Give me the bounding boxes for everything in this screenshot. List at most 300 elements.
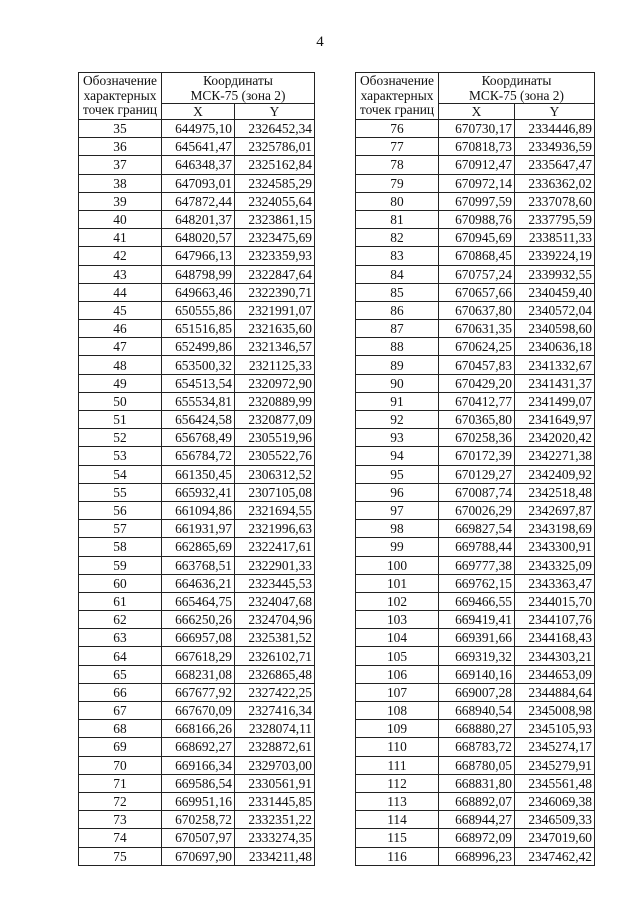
table-row	[356, 156, 595, 174]
y-coordinate-cell: 2324585,29	[235, 174, 315, 192]
y-coordinate-cell: 2334211,48	[235, 847, 315, 865]
point-id-cell: 97	[356, 501, 439, 519]
header-coordinates	[162, 73, 315, 104]
point-id-cell: 72	[79, 792, 162, 810]
x-coordinate-cell: 648020,57	[162, 229, 235, 247]
table-row	[356, 192, 595, 210]
x-coordinate-cell: 670429,20	[439, 374, 515, 392]
y-coordinate-cell: 2331445,85	[235, 792, 315, 810]
table-row	[356, 120, 595, 138]
x-coordinate-cell: 664636,21	[162, 574, 235, 592]
x-coordinate-cell: 667670,09	[162, 702, 235, 720]
y-coordinate-cell: 2341499,07	[515, 392, 595, 410]
y-coordinate-cell: 2327422,25	[235, 683, 315, 701]
y-coordinate-cell: 2334936,59	[515, 138, 595, 156]
table-row	[356, 629, 595, 647]
x-coordinate-cell: 668880,27	[439, 720, 515, 738]
x-coordinate-cell: 647872,44	[162, 192, 235, 210]
x-coordinate-cell: 670945,69	[439, 229, 515, 247]
table-row	[356, 702, 595, 720]
table-row	[79, 847, 315, 865]
y-coordinate-cell: 2324704,96	[235, 611, 315, 629]
x-coordinate-cell: 669466,55	[439, 592, 515, 610]
y-coordinate-cell: 2320972,90	[235, 374, 315, 392]
table-row	[356, 792, 595, 810]
table-row	[79, 556, 315, 574]
x-coordinate-cell: 653500,32	[162, 356, 235, 374]
x-coordinate-cell: 663768,51	[162, 556, 235, 574]
y-coordinate-cell: 2321694,55	[235, 501, 315, 519]
point-id-cell: 79	[356, 174, 439, 192]
y-coordinate-cell: 2342020,42	[515, 429, 595, 447]
x-coordinate-cell: 665932,41	[162, 483, 235, 501]
header-label-line: характерных	[83, 87, 157, 103]
table-row	[356, 283, 595, 301]
x-coordinate-cell: 669140,16	[439, 665, 515, 683]
x-coordinate-cell: 668166,26	[162, 720, 235, 738]
point-id-cell: 65	[79, 665, 162, 683]
point-id-cell: 98	[356, 520, 439, 538]
table-row	[79, 265, 315, 283]
x-coordinate-cell: 669166,34	[162, 756, 235, 774]
y-coordinate-cell: 2341332,67	[515, 356, 595, 374]
x-coordinate-cell: 656768,49	[162, 429, 235, 447]
x-coordinate-cell: 648798,99	[162, 265, 235, 283]
y-coordinate-cell: 2335647,47	[515, 156, 595, 174]
table-row	[356, 210, 595, 228]
y-coordinate-cell: 2325162,84	[235, 156, 315, 174]
table-row	[79, 629, 315, 647]
y-coordinate-cell: 2327416,34	[235, 702, 315, 720]
point-id-cell: 64	[79, 647, 162, 665]
y-coordinate-cell: 2347019,60	[515, 829, 595, 847]
y-coordinate-cell: 2326865,48	[235, 665, 315, 683]
y-coordinate-cell: 2344303,21	[515, 647, 595, 665]
point-id-cell: 80	[356, 192, 439, 210]
table-row	[356, 465, 595, 483]
point-id-cell: 54	[79, 465, 162, 483]
x-coordinate-cell: 670997,59	[439, 192, 515, 210]
header-coords-line: МСК-75 (зона 2)	[190, 88, 286, 103]
y-coordinate-cell: 2341431,37	[515, 374, 595, 392]
table-row	[79, 156, 315, 174]
point-id-cell: 57	[79, 520, 162, 538]
point-id-cell: 55	[79, 483, 162, 501]
x-coordinate-cell: 647093,01	[162, 174, 235, 192]
point-id-cell: 71	[79, 774, 162, 792]
y-coordinate-cell: 2347462,42	[515, 847, 595, 865]
y-coordinate-cell: 2321635,60	[235, 320, 315, 338]
point-id-cell: 110	[356, 738, 439, 756]
y-coordinate-cell: 2334446,89	[515, 120, 595, 138]
x-coordinate-cell: 669788,44	[439, 538, 515, 556]
x-coordinate-cell: 670657,66	[439, 283, 515, 301]
point-id-cell: 56	[79, 501, 162, 519]
y-coordinate-cell: 2333274,35	[235, 829, 315, 847]
x-coordinate-cell: 656784,72	[162, 447, 235, 465]
table-row	[79, 647, 315, 665]
table-row	[356, 647, 595, 665]
x-coordinate-cell: 670172,39	[439, 447, 515, 465]
table-row	[79, 538, 315, 556]
point-id-cell: 108	[356, 702, 439, 720]
y-coordinate-cell: 2330561,91	[235, 774, 315, 792]
table-row	[79, 483, 315, 501]
x-coordinate-cell: 646348,37	[162, 156, 235, 174]
point-id-cell: 100	[356, 556, 439, 574]
header-coordinates	[439, 73, 595, 104]
table-row	[79, 356, 315, 374]
point-id-cell: 77	[356, 138, 439, 156]
header-y: Y	[515, 104, 595, 120]
coordinates-table-left	[78, 72, 315, 866]
point-id-cell: 51	[79, 411, 162, 429]
header-coords-line: Координаты	[481, 73, 552, 88]
y-coordinate-cell: 2338511,33	[515, 229, 595, 247]
y-coordinate-cell: 2345561,48	[515, 774, 595, 792]
table-row	[356, 374, 595, 392]
x-coordinate-cell: 648201,37	[162, 210, 235, 228]
table-row	[79, 665, 315, 683]
y-coordinate-cell: 2321996,63	[235, 520, 315, 538]
point-id-cell: 86	[356, 301, 439, 319]
x-coordinate-cell: 667677,92	[162, 683, 235, 701]
table-row	[356, 738, 595, 756]
point-id-cell: 84	[356, 265, 439, 283]
x-coordinate-cell: 654513,54	[162, 374, 235, 392]
point-id-cell: 89	[356, 356, 439, 374]
table-row	[79, 429, 315, 447]
point-id-cell: 95	[356, 465, 439, 483]
x-coordinate-cell: 665464,75	[162, 592, 235, 610]
table-row	[79, 792, 315, 810]
x-coordinate-cell: 670365,80	[439, 411, 515, 429]
y-coordinate-cell: 2323861,15	[235, 210, 315, 228]
point-id-cell: 109	[356, 720, 439, 738]
table-row	[356, 847, 595, 865]
x-coordinate-cell: 668972,09	[439, 829, 515, 847]
point-id-cell: 102	[356, 592, 439, 610]
y-coordinate-cell: 2321125,33	[235, 356, 315, 374]
x-coordinate-cell: 668692,27	[162, 738, 235, 756]
y-coordinate-cell: 2328872,61	[235, 738, 315, 756]
x-coordinate-cell: 670697,90	[162, 847, 235, 865]
table-row	[79, 138, 315, 156]
y-coordinate-cell: 2341649,97	[515, 411, 595, 429]
point-id-cell: 75	[79, 847, 162, 865]
table-row	[79, 283, 315, 301]
y-coordinate-cell: 2346069,38	[515, 792, 595, 810]
coordinates-table-right	[355, 72, 595, 866]
y-coordinate-cell: 2323359,93	[235, 247, 315, 265]
y-coordinate-cell: 2326102,71	[235, 647, 315, 665]
x-coordinate-cell: 670624,25	[439, 338, 515, 356]
point-id-cell: 74	[79, 829, 162, 847]
point-id-cell: 73	[79, 811, 162, 829]
table-row	[356, 574, 595, 592]
table-row	[356, 429, 595, 447]
table-row	[356, 611, 595, 629]
y-coordinate-cell: 2324047,68	[235, 592, 315, 610]
table-row	[356, 229, 595, 247]
x-coordinate-cell: 670868,45	[439, 247, 515, 265]
table-row	[79, 229, 315, 247]
y-coordinate-cell: 2322390,71	[235, 283, 315, 301]
y-coordinate-cell: 2343300,91	[515, 538, 595, 556]
point-id-cell: 40	[79, 210, 162, 228]
x-coordinate-cell: 668940,54	[439, 702, 515, 720]
y-coordinate-cell: 2343363,47	[515, 574, 595, 592]
x-coordinate-cell: 652499,86	[162, 338, 235, 356]
table-row	[356, 247, 595, 265]
x-coordinate-cell: 670412,77	[439, 392, 515, 410]
point-id-cell: 52	[79, 429, 162, 447]
x-coordinate-cell: 670258,72	[162, 811, 235, 829]
x-coordinate-cell: 649663,46	[162, 283, 235, 301]
y-coordinate-cell: 2325786,01	[235, 138, 315, 156]
point-id-cell: 107	[356, 683, 439, 701]
table-row	[356, 138, 595, 156]
header-label-line: характерных	[360, 87, 434, 103]
point-id-cell: 115	[356, 829, 439, 847]
point-id-cell: 53	[79, 447, 162, 465]
point-id-cell: 96	[356, 483, 439, 501]
table-row	[356, 592, 595, 610]
header-coords-line: Координаты	[203, 73, 273, 88]
y-coordinate-cell: 2336362,02	[515, 174, 595, 192]
x-coordinate-cell: 669586,54	[162, 774, 235, 792]
header-label-line: точек границ	[359, 102, 435, 118]
table-row	[356, 483, 595, 501]
point-id-cell: 46	[79, 320, 162, 338]
y-coordinate-cell: 2345279,91	[515, 756, 595, 774]
point-id-cell: 38	[79, 174, 162, 192]
y-coordinate-cell: 2322847,64	[235, 265, 315, 283]
table-row	[79, 320, 315, 338]
x-coordinate-cell: 669319,32	[439, 647, 515, 665]
point-id-cell: 78	[356, 156, 439, 174]
table-row	[79, 465, 315, 483]
y-coordinate-cell: 2305519,96	[235, 429, 315, 447]
table-row	[356, 265, 595, 283]
point-id-cell: 50	[79, 392, 162, 410]
x-coordinate-cell: 670129,27	[439, 465, 515, 483]
y-coordinate-cell: 2345008,98	[515, 702, 595, 720]
y-coordinate-cell: 2322417,61	[235, 538, 315, 556]
y-coordinate-cell: 2339224,19	[515, 247, 595, 265]
point-id-cell: 35	[79, 120, 162, 138]
x-coordinate-cell: 669777,38	[439, 556, 515, 574]
y-coordinate-cell: 2342409,92	[515, 465, 595, 483]
point-id-cell: 42	[79, 247, 162, 265]
x-coordinate-cell: 645641,47	[162, 138, 235, 156]
y-coordinate-cell: 2306312,52	[235, 465, 315, 483]
point-id-cell: 69	[79, 738, 162, 756]
header-label-line: Обозначение	[360, 73, 434, 89]
x-coordinate-cell: 651516,85	[162, 320, 235, 338]
table-row	[356, 774, 595, 792]
x-coordinate-cell: 670457,83	[439, 356, 515, 374]
y-coordinate-cell: 2324055,64	[235, 192, 315, 210]
x-coordinate-cell: 669419,41	[439, 611, 515, 629]
table-row	[79, 374, 315, 392]
point-id-cell: 90	[356, 374, 439, 392]
x-coordinate-cell: 661350,45	[162, 465, 235, 483]
x-coordinate-cell: 670757,24	[439, 265, 515, 283]
y-coordinate-cell: 2344015,70	[515, 592, 595, 610]
table-row	[79, 829, 315, 847]
y-coordinate-cell: 2325381,52	[235, 629, 315, 647]
table-row	[79, 738, 315, 756]
x-coordinate-cell: 670631,35	[439, 320, 515, 338]
point-id-cell: 37	[79, 156, 162, 174]
y-coordinate-cell: 2337795,59	[515, 210, 595, 228]
page-number: 4	[316, 34, 324, 50]
point-id-cell: 93	[356, 429, 439, 447]
x-coordinate-cell: 668996,23	[439, 847, 515, 865]
y-coordinate-cell: 2343325,09	[515, 556, 595, 574]
x-coordinate-cell: 668831,80	[439, 774, 515, 792]
table-row	[356, 174, 595, 192]
point-id-cell: 68	[79, 720, 162, 738]
point-id-cell: 61	[79, 592, 162, 610]
table-row	[356, 320, 595, 338]
y-coordinate-cell: 2342697,87	[515, 501, 595, 519]
x-coordinate-cell: 670258,36	[439, 429, 515, 447]
point-id-cell: 82	[356, 229, 439, 247]
point-id-cell: 58	[79, 538, 162, 556]
table-row	[79, 520, 315, 538]
point-id-cell: 92	[356, 411, 439, 429]
point-id-cell: 88	[356, 338, 439, 356]
x-coordinate-cell: 670087,74	[439, 483, 515, 501]
header-coords-line: МСК-75 (зона 2)	[469, 88, 564, 103]
table-row	[356, 556, 595, 574]
point-id-cell: 47	[79, 338, 162, 356]
y-coordinate-cell: 2321346,57	[235, 338, 315, 356]
table-row	[356, 447, 595, 465]
x-coordinate-cell: 670972,14	[439, 174, 515, 192]
y-coordinate-cell: 2326452,34	[235, 120, 315, 138]
header-point-label	[79, 73, 162, 120]
point-id-cell: 36	[79, 138, 162, 156]
point-id-cell: 60	[79, 574, 162, 592]
table-row	[79, 411, 315, 429]
point-id-cell: 113	[356, 792, 439, 810]
y-coordinate-cell: 2322901,33	[235, 556, 315, 574]
table-row	[79, 192, 315, 210]
table-row	[79, 811, 315, 829]
y-coordinate-cell: 2340572,04	[515, 301, 595, 319]
point-id-cell: 44	[79, 283, 162, 301]
table-row	[356, 683, 595, 701]
x-coordinate-cell: 666250,26	[162, 611, 235, 629]
table-row	[356, 720, 595, 738]
x-coordinate-cell: 670818,73	[439, 138, 515, 156]
y-coordinate-cell: 2337078,60	[515, 192, 595, 210]
point-id-cell: 67	[79, 702, 162, 720]
table-row	[356, 520, 595, 538]
y-coordinate-cell: 2342518,48	[515, 483, 595, 501]
y-coordinate-cell: 2343198,69	[515, 520, 595, 538]
point-id-cell: 83	[356, 247, 439, 265]
y-coordinate-cell: 2321991,07	[235, 301, 315, 319]
x-coordinate-cell: 650555,86	[162, 301, 235, 319]
y-coordinate-cell: 2344653,09	[515, 665, 595, 683]
table-row	[79, 702, 315, 720]
point-id-cell: 94	[356, 447, 439, 465]
header-y: Y	[235, 104, 315, 120]
x-coordinate-cell: 647966,13	[162, 247, 235, 265]
x-coordinate-cell: 668944,27	[439, 811, 515, 829]
point-id-cell: 63	[79, 629, 162, 647]
header-point-label	[356, 73, 439, 120]
point-id-cell: 81	[356, 210, 439, 228]
point-id-cell: 111	[356, 756, 439, 774]
point-id-cell: 99	[356, 538, 439, 556]
table-row	[356, 756, 595, 774]
y-coordinate-cell: 2340636,18	[515, 338, 595, 356]
point-id-cell: 39	[79, 192, 162, 210]
point-id-cell: 85	[356, 283, 439, 301]
y-coordinate-cell: 2342271,38	[515, 447, 595, 465]
table-row	[79, 301, 315, 319]
x-coordinate-cell: 669951,16	[162, 792, 235, 810]
table-row	[79, 574, 315, 592]
table-row	[356, 538, 595, 556]
header-label-line: точек границ	[82, 102, 158, 118]
x-coordinate-cell: 668780,05	[439, 756, 515, 774]
point-id-cell: 101	[356, 574, 439, 592]
x-coordinate-cell: 668892,07	[439, 792, 515, 810]
y-coordinate-cell: 2346509,33	[515, 811, 595, 829]
x-coordinate-cell: 661094,86	[162, 501, 235, 519]
y-coordinate-cell: 2340459,40	[515, 283, 595, 301]
y-coordinate-cell: 2323475,69	[235, 229, 315, 247]
table-row	[356, 665, 595, 683]
table-row	[79, 611, 315, 629]
table-row	[79, 247, 315, 265]
table-row	[356, 338, 595, 356]
point-id-cell: 49	[79, 374, 162, 392]
y-coordinate-cell: 2307105,08	[235, 483, 315, 501]
x-coordinate-cell: 655534,81	[162, 392, 235, 410]
x-coordinate-cell: 669827,54	[439, 520, 515, 538]
table-row	[79, 447, 315, 465]
table-row	[79, 683, 315, 701]
point-id-cell: 48	[79, 356, 162, 374]
x-coordinate-cell: 670988,76	[439, 210, 515, 228]
y-coordinate-cell: 2344168,43	[515, 629, 595, 647]
table-row	[356, 501, 595, 519]
header-x: X	[162, 104, 235, 120]
x-coordinate-cell: 656424,58	[162, 411, 235, 429]
table-row	[356, 829, 595, 847]
point-id-cell: 103	[356, 611, 439, 629]
point-id-cell: 112	[356, 774, 439, 792]
x-coordinate-cell: 670026,29	[439, 501, 515, 519]
y-coordinate-cell: 2305522,76	[235, 447, 315, 465]
table-row	[79, 592, 315, 610]
y-coordinate-cell: 2328074,11	[235, 720, 315, 738]
point-id-cell: 59	[79, 556, 162, 574]
table-row	[79, 392, 315, 410]
point-id-cell: 87	[356, 320, 439, 338]
x-coordinate-cell: 668783,72	[439, 738, 515, 756]
table-row	[79, 774, 315, 792]
table-row	[356, 356, 595, 374]
point-id-cell: 41	[79, 229, 162, 247]
